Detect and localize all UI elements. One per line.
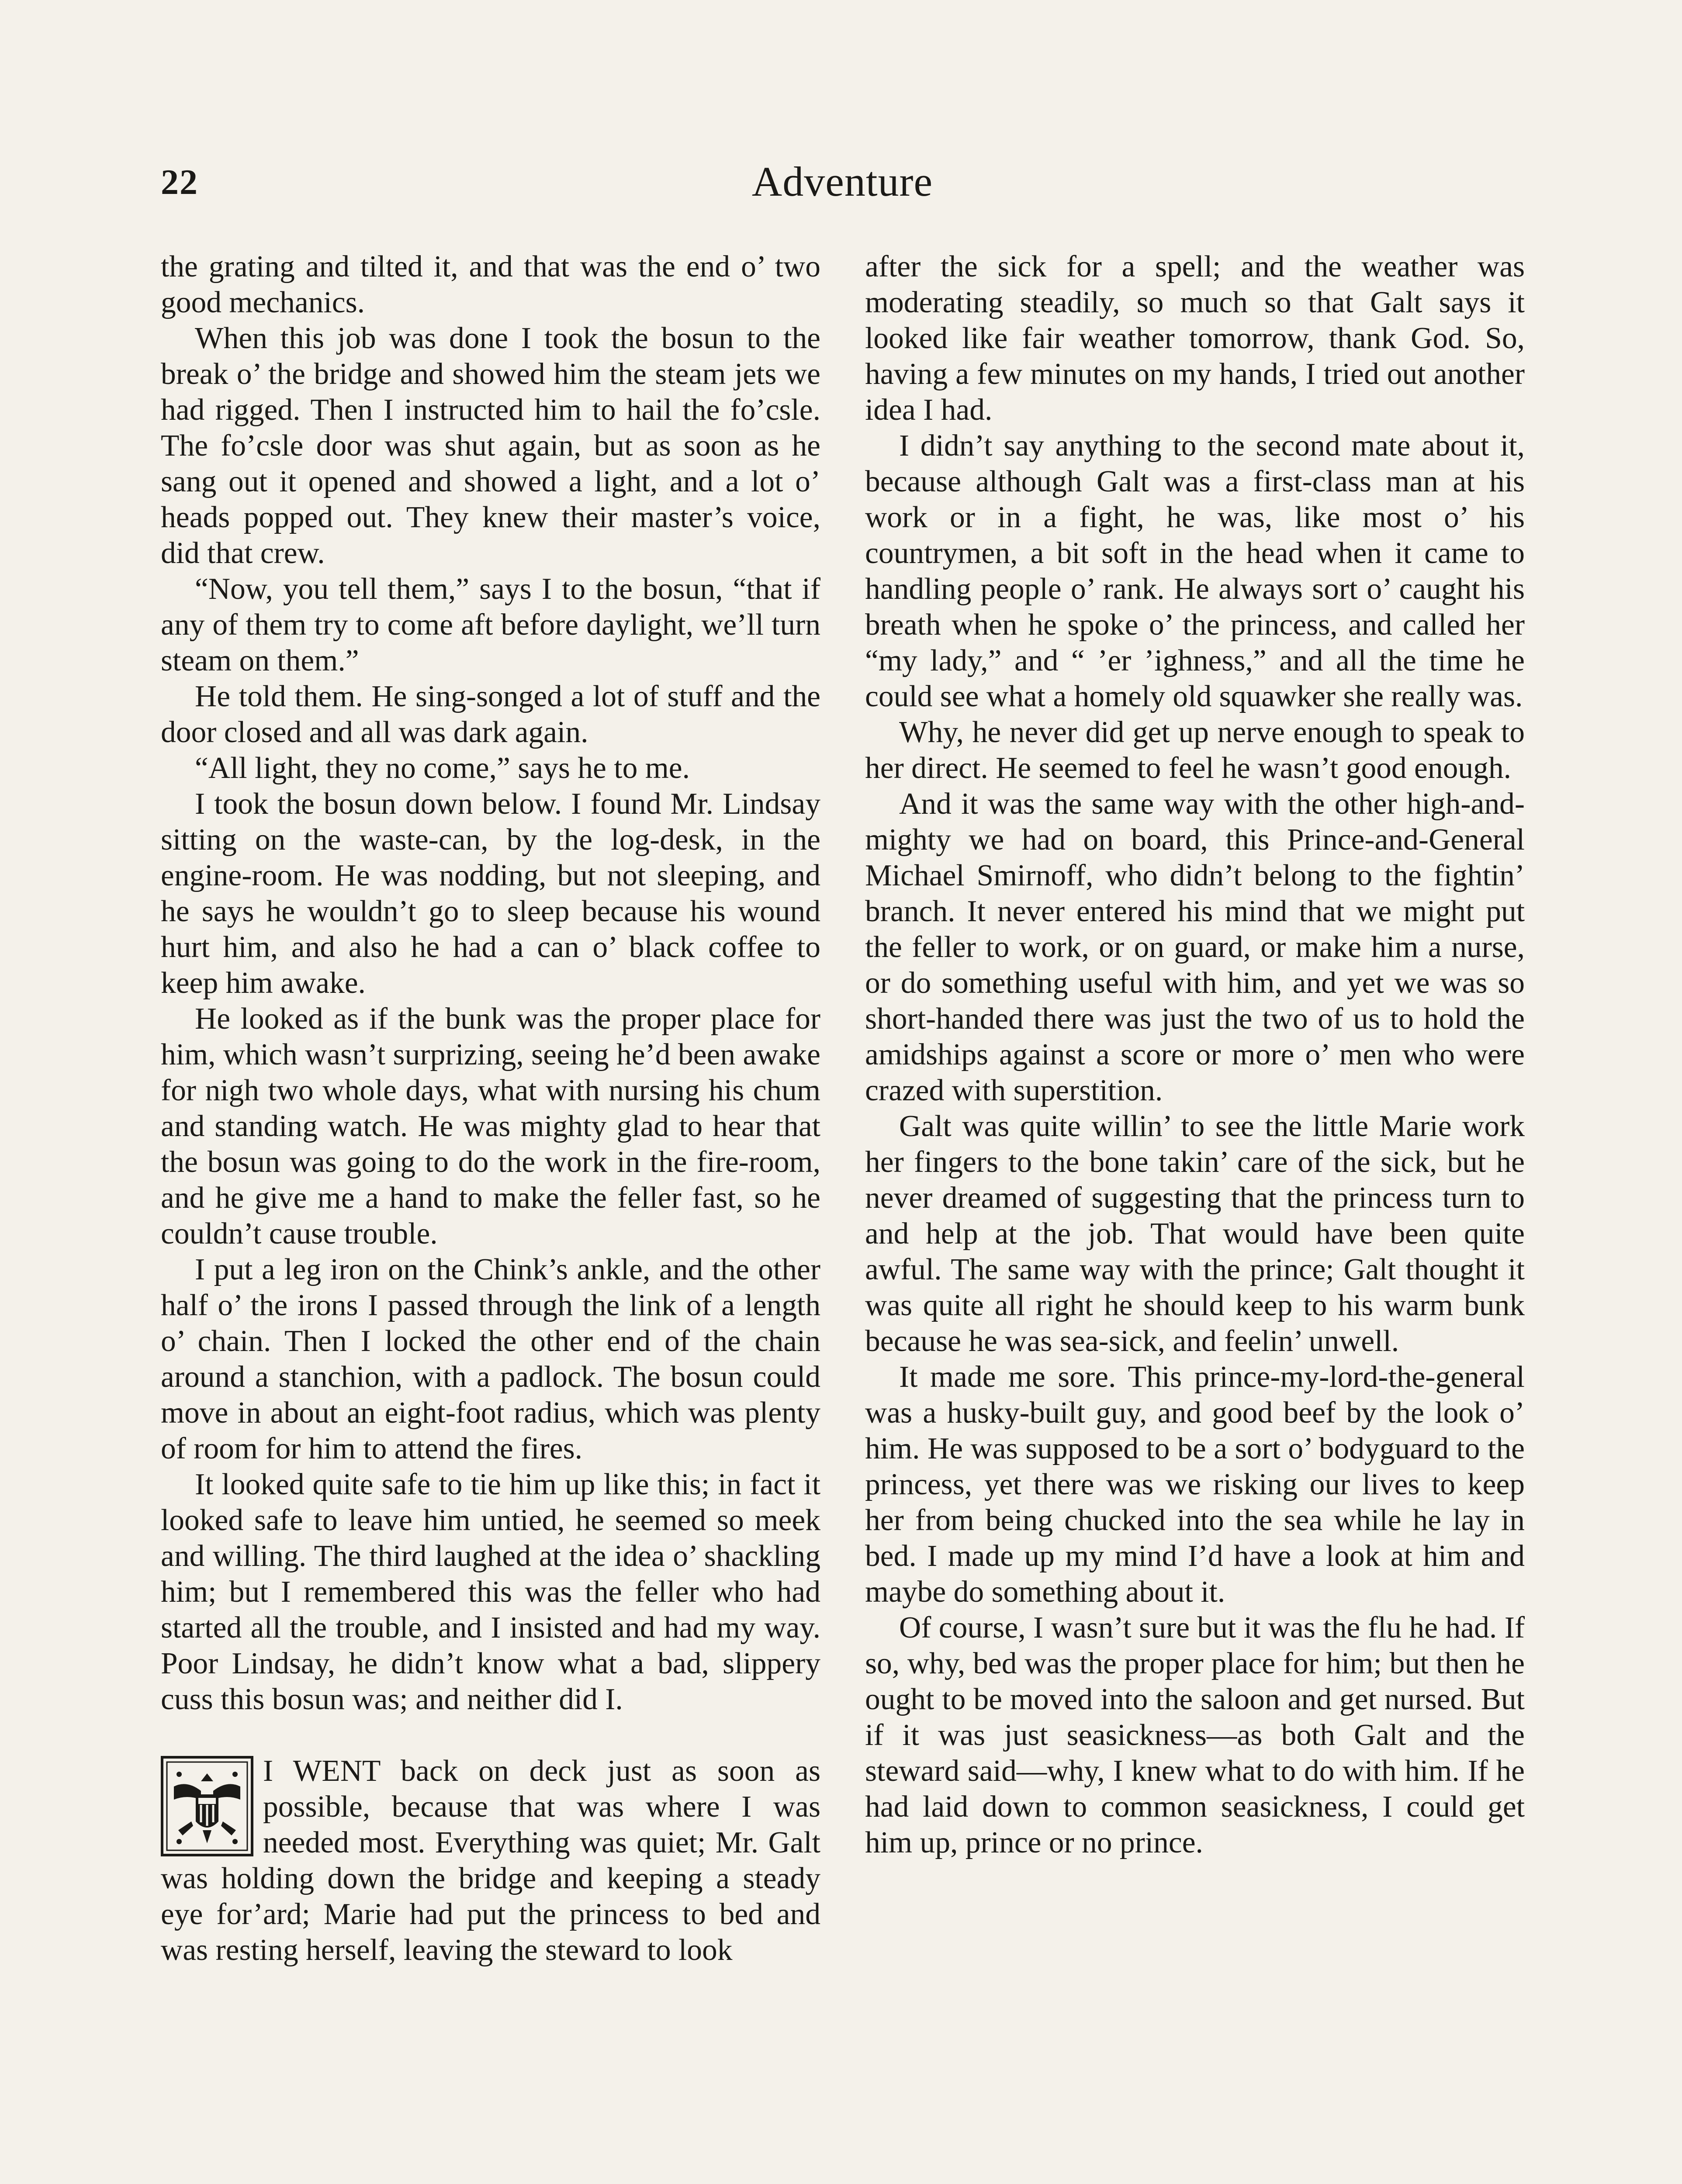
paragraph: He told them. He sing-songed a lot of stuff and the door closed and all was dark again. bbox=[161, 680, 820, 749]
paragraph: after the sick for a spell; and the weather was moderating steadily, so much so that Galt says it looked like fair weather tomorrow, thank God. So, having a few minutes on my hands, I tried out another idea I had. bbox=[865, 250, 1525, 427]
paragraph: He looked as if the bunk was the proper place for him, which wasn’t surprizing, seeing he’d been awake for nigh two whole days, what with nursing his chum and standing watch. He was mighty glad to hear that the bosun was going to do the work in the fire-room, and he give me a hand to make the feller fast, so he couldn’t cause trouble. bbox=[161, 1002, 820, 1251]
paragraph: I took the bosun down below. I found Mr. Lindsay sitting on the waste-can, by the log-desk, in the engine-room. He was nodding, but not sleeping, and he says he wouldn’t go to sleep because his wound hurt him, and also he had a can o’ black coffee to keep him awake. bbox=[161, 787, 820, 1000]
right-column bbox=[865, 249, 1525, 1861]
paragraph: I didn’t say anything to the second mate about it, because although Galt was a first-class man at his work or in a fight, he was, like most o’ his countrymen, a bit soft in the head when it came to handling people o’ rank. He always sort o’ caught his breath when he spoke o’ the princess, and called her “my lady,” and “ ’er ’ighness,” and all the time he could see what a homely old squawker she really was. bbox=[865, 429, 1525, 713]
paragraph: Why, he never did get up nerve enough to speak to her direct. He seemed to feel he wasn’t good enough. bbox=[865, 715, 1525, 785]
paragraph: I put a leg iron on the Chink’s ankle, and the other half o’ the irons I passed through the link of a length o’ chain. Then I locked the other end of the chain around a stanchion, with a padlock. The bosun could move in about an eight-foot radius, which was plenty of room for him to attend the fires. bbox=[161, 1253, 820, 1465]
section-opening-text: I WENT back on deck just as soon as possible, because that was where I was needed most. Everything was quiet; Mr. Galt was holding down the bridge and keeping a steady eye for’ard; Marie had put the princess to bed and was resting herself, leaving the steward to look bbox=[161, 1754, 820, 1967]
paragraph: It made me sore. This prince-my-lord-the-general was a husky-built guy, and good beef by the look o’ him. He was supposed to be a sort o’ bodyguard to the princess, yet there was we risking our lives to keep her from being chucked into the sea while he lay in bed. I made up my mind I’d have a look at him and maybe do something about it. bbox=[865, 1360, 1525, 1609]
paragraph: When this job was done I took the bosun to the break o’ the bridge and showed him the steam jets we had rigged. Then I instructed him to hail the fo’csle. The fo’csle door was shut again, but as soon as he sang out it opened and showed a light, and a lot o’ heads popped out. They knew their master’s voice, did that crew. bbox=[161, 321, 820, 570]
eagle-seal-icon bbox=[161, 1756, 253, 1856]
paragraph: “All light, they no come,” says he to me. bbox=[195, 751, 690, 785]
running-title: Adventure bbox=[751, 158, 933, 205]
paragraph: “Now, you tell them,” says I to the bosun, “that if any of them try to come aft before daylight, we’ll turn steam on them.” bbox=[161, 572, 820, 677]
section-break bbox=[161, 1717, 820, 1753]
page-number: 22 bbox=[161, 162, 198, 202]
paragraph: And it was the same way with the other high-and-mighty we had on board, this Prince-and-General Michael Smirnoff, who didn’t belong to the fightin’ branch. It never entered his mind that we might put the feller to work, or on guard, or make him a nurse, or do something useful with him, and yet we was so short-handed there was just the two of us to hold the amidships against a score or more o’ men who were crazed with superstition. bbox=[865, 787, 1525, 1107]
paragraph: the grating and tilted it, and that was the end o’ two good mechanics. bbox=[161, 250, 820, 319]
paragraph: Of course, I wasn’t sure but it was the flu he had. If so, why, bed was the proper place for him; but then he ought to be moved into the saloon and get nursed. But if it was just seasickness—as both Galt and the steward said—why, I knew what to do with him. If he had laid down to common seasickness, I could get him up, prince or no prince. bbox=[865, 1611, 1525, 1859]
paragraph: Galt was quite willin’ to see the little Marie work her fingers to the bone takin’ care of the sick, but he never dreamed of suggesting that the princess turn to and help at the job. That would have been quite awful. The same way with the prince; Galt thought it was quite all right he should keep to his warm bunk because he was sea-sick, and feelin’ unwell. bbox=[865, 1109, 1525, 1358]
left-column bbox=[161, 249, 820, 1968]
section-opening-paragraph bbox=[161, 1753, 820, 1968]
paragraph: It looked quite safe to tie him up like this; in fact it looked safe to leave him untied, he seemed so meek and willing. The third laughed at the idea o’ shackling him; but I remembered this was the feller who had started all the trouble, and I insisted and had my way. Poor Lindsay, he didn’t know what a bad, slippery cuss this bosun was; and neither did I. bbox=[161, 1468, 820, 1716]
page-header bbox=[161, 157, 1524, 218]
